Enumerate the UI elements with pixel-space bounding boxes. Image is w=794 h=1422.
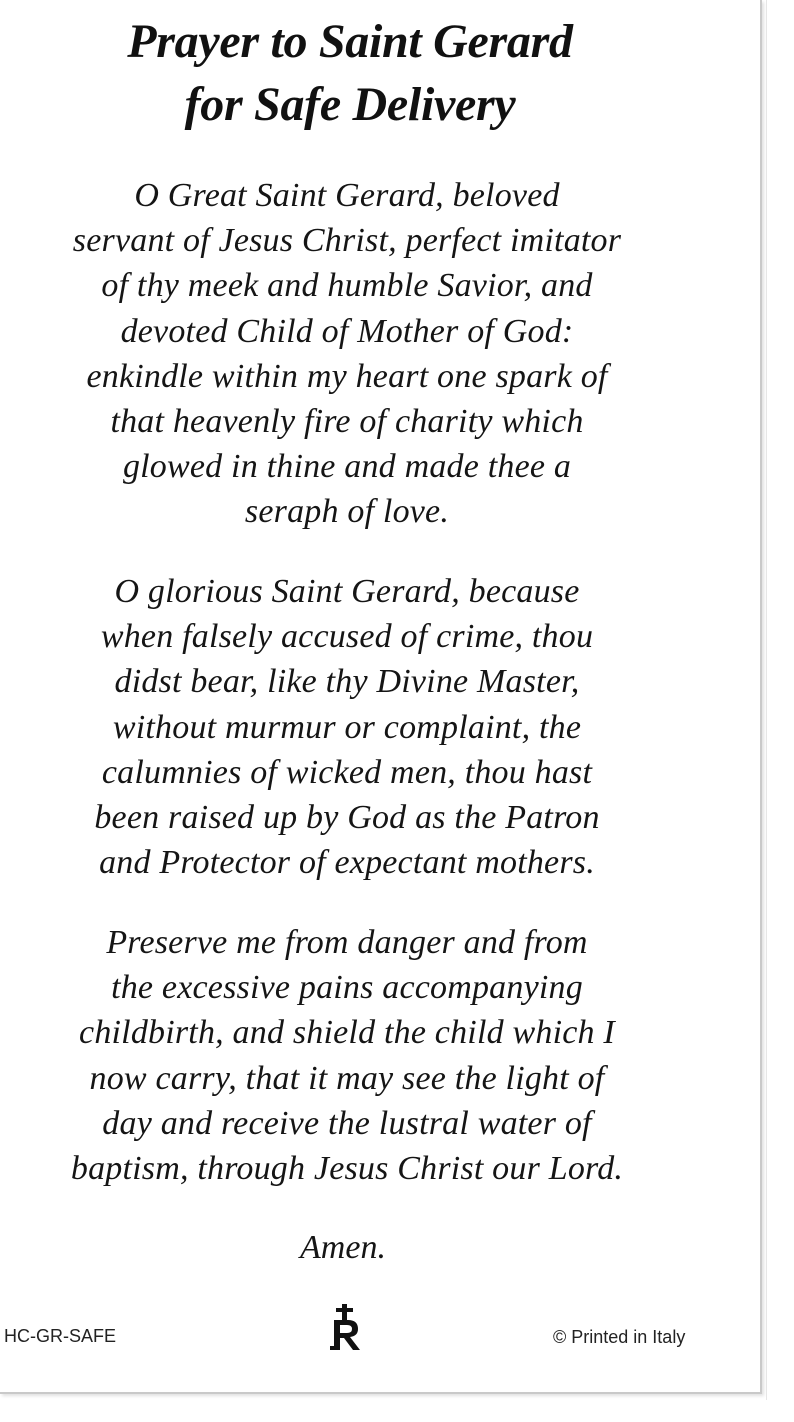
prayer-paragraph-3 [0, 920, 694, 1191]
title-line: for Safe Delivery [184, 78, 516, 131]
prayer-paragraph-2 [0, 569, 694, 885]
prayer-line: servant of Jesus Christ, perfect imitator [72, 222, 622, 260]
prayer-line: O glorious Saint Gerard, because [114, 573, 580, 610]
prayer-line: devoted Child of Mother of God: [120, 312, 574, 350]
prayer-line: O Great Saint Gerard, beloved [134, 177, 560, 214]
prayer-line: enkindle within my heart one spark of [86, 357, 608, 395]
prayer-paragraph-1 [0, 173, 694, 535]
prayer-line: glowed in thine and made thee a [122, 448, 572, 486]
prayer-line: calumnies of wicked men, thou hast [101, 753, 593, 791]
prayer-title [0, 10, 700, 136]
prayer-line: childbirth, and shield the child which I [79, 1014, 615, 1052]
prayer-line: been raised up by God as the Patron [94, 799, 600, 837]
prayer-line: Preserve me from danger and from [106, 924, 588, 961]
prayer-line: day and receive the lustral water of [102, 1104, 592, 1142]
card-edge-shadow [766, 0, 767, 1400]
prayer-closing: Amen. [300, 1229, 386, 1266]
prayer-line: and Protector of expectant mothers. [99, 844, 595, 882]
cross-r-monogram-icon [326, 1304, 366, 1352]
product-code: HC-GR-SAFE [4, 1326, 116, 1346]
title-line: Prayer to Saint Gerard [127, 15, 573, 68]
prayer-line: didst bear, like thy Divine Master, [114, 663, 580, 701]
prayer-line: baptism, through Jesus Christ our Lord. [70, 1150, 624, 1188]
prayer-line: of thy meek and humble Savior, and [101, 267, 593, 305]
prayer-line: the excessive pains accompanying [111, 969, 583, 1007]
prayer-line: seraph of love. [244, 493, 450, 531]
prayer-line: when falsely accused of crime, thou [100, 618, 594, 656]
printed-in-label: © Printed in Italy [553, 1327, 686, 1347]
prayer-line: now carry, that it may see the light of [89, 1059, 605, 1097]
prayer-line: that heavenly fire of charity which [110, 403, 584, 441]
prayer-line: without murmur or complaint, the [112, 708, 582, 746]
